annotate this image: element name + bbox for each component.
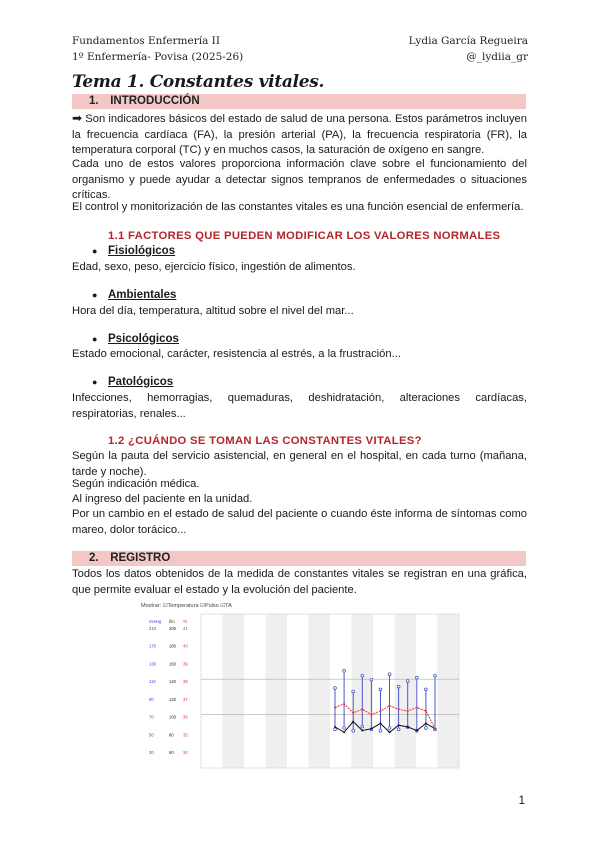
course-group: 1º Enfermería- Povisa (2025-26) — [72, 51, 244, 63]
page-header-right — [409, 33, 528, 65]
chart-scale-header: ºC — [183, 619, 188, 624]
chart-ta-systolic-point — [343, 669, 346, 672]
chart-scale-header: mmHg — [149, 619, 162, 624]
section-title: REGISTRO — [110, 552, 171, 564]
chart-ta-diastolic-point — [334, 728, 337, 731]
bullet-ambientales — [92, 289, 176, 301]
chart-tick-label: 170 — [149, 643, 156, 649]
bullet-dot-icon: ● — [92, 334, 98, 344]
chart-temperature-line-point — [407, 710, 409, 712]
factor-text: Edad, sexo, peso, ejercicio físico, ingestión de alimentos. — [72, 261, 356, 273]
chart-tick-label: 130 — [149, 661, 156, 667]
bullet-patologicos — [92, 376, 173, 388]
when-line-4: Por un cambio en el estado de salud del paciente o cuando éste informa de síntomas como mareo, dolor torácico... — [72, 508, 527, 536]
bullet-fisiologicos — [92, 245, 175, 257]
chart-day-column — [287, 614, 309, 768]
chart-ta-systolic-point — [379, 688, 382, 691]
chart-day-column — [244, 614, 266, 768]
chart-day-column — [395, 614, 417, 768]
factor-text: Hora del día, temperatura, altitud sobre el nivel del mar... — [72, 305, 354, 317]
section-heading-registro — [72, 551, 526, 566]
chart-temperature-line-point — [361, 708, 363, 710]
chart-day-column — [438, 614, 460, 768]
bullet-dot-icon: ● — [92, 377, 98, 387]
chart-tick-label: 90 — [149, 696, 154, 702]
chart-ta-diastolic-point — [425, 727, 428, 730]
section-number: 2. — [89, 552, 99, 564]
chart-tick-label: 100 — [169, 714, 176, 720]
chart-day-column — [309, 614, 331, 768]
chart-ta-systolic-point — [361, 674, 364, 677]
chart-pulse-line-point — [370, 728, 372, 730]
chart-tick-label: 37 — [183, 696, 188, 702]
chart-ta-systolic-point — [425, 688, 428, 691]
chart-ta-systolic-point — [352, 690, 355, 693]
chart-tick-label: 180 — [169, 643, 176, 649]
chart-temperature-line-point — [343, 703, 345, 705]
chart-temperature-line-point — [334, 706, 336, 708]
chart-tick-label: 35 — [183, 732, 188, 738]
chart-pulse-line-point — [379, 722, 381, 724]
chart-ta-diastolic-point — [379, 729, 382, 732]
bullet-dot-icon: ● — [92, 290, 98, 300]
chart-ta-diastolic-point — [397, 728, 400, 731]
page-number: 1 — [518, 795, 525, 807]
chart-tick-label: 210 — [149, 626, 156, 631]
vital-signs-chart — [139, 600, 461, 772]
chart-tick-label: 160 — [169, 661, 176, 667]
chart-ta-diastolic-point — [388, 727, 391, 730]
vital-signs-chart-svg — [139, 600, 461, 772]
chart-pulse-line-point — [425, 722, 427, 724]
factor-text: Estado emocional, carácter, resistencia al estrés, a la frustración... — [72, 348, 401, 360]
subsection-heading-cuando: 1.2 ¿CUÁNDO SE TOMAN LAS CONSTANTES VITALES? — [108, 435, 422, 447]
chart-day-column — [201, 614, 223, 768]
chart-day-column — [266, 614, 288, 768]
chart-temperature-line-point — [434, 728, 436, 730]
when-line-2: Según indicación médica. — [72, 478, 200, 490]
chart-tick-label: 120 — [169, 696, 176, 702]
chart-tick-label: 110 — [149, 679, 156, 685]
chart-day-column — [373, 614, 395, 768]
section-number: 1. — [89, 95, 99, 107]
bullet-psicologicos — [92, 333, 179, 345]
chart-day-column — [223, 614, 245, 768]
bullet-label: Patológicos — [108, 376, 174, 388]
chart-tick-label: 36 — [183, 714, 188, 720]
chart-tick-label: 39 — [183, 661, 188, 667]
chart-pulse-line-point — [416, 730, 418, 732]
bullet-label: Ambientales — [108, 289, 177, 301]
section-heading-introduccion — [72, 94, 526, 109]
chart-ta-diastolic-point — [352, 729, 355, 732]
intro-paragraph — [72, 111, 527, 159]
when-line-1: Según la pauta del servicio asistencial, en general en el hospital, en cada turno (mañana, tarde y noche). — [72, 450, 527, 478]
chart-temperature-line-point — [352, 712, 354, 714]
chart-tick-label: 140 — [169, 679, 176, 685]
chart-ta-systolic-point — [434, 674, 437, 677]
chart-tick-label: 50 — [149, 732, 154, 738]
chart-ta-diastolic-point — [361, 725, 364, 728]
page-title: Tema 1. Constantes vitales. — [72, 72, 325, 92]
chart-temperature-line-point — [416, 706, 418, 708]
right-arrow-icon: ➡ — [72, 111, 83, 125]
chart-temperature-line-point — [425, 710, 427, 712]
chart-temperature-line-point — [370, 714, 372, 716]
chart-tick-label: 38 — [183, 679, 188, 685]
intro-line-2: Cada uno de estos valores proporciona información clave sobre el funcionamiento del organismo y puede ayudar a detectar signos tempranos de enfermedades o situaciones críticas. — [72, 158, 527, 202]
chart-legend: Mostrar: ☑Temperatura ☑Pulso ☑TA — [141, 603, 232, 609]
chart-ta-systolic-point — [388, 673, 391, 676]
chart-ta-systolic-point — [370, 678, 373, 681]
chart-tick-label: 200 — [169, 626, 176, 631]
bullet-label: Fisiológicos — [108, 245, 176, 257]
chart-pulse-line-point — [389, 731, 391, 733]
intro-line-3: El control y monitorización de las constantes vitales es una función esencial de enfermería. — [72, 201, 524, 213]
page-header-left — [72, 33, 243, 65]
factor-text: Infecciones, hemorragias, quemaduras, deshidratación, alteraciones cardíacas, respiratorias, renales... — [72, 392, 527, 420]
chart-tick-label: 40 — [183, 643, 188, 649]
chart-temperature-line-point — [389, 705, 391, 707]
bullet-dot-icon: ● — [92, 246, 98, 256]
chart-pulse-line-point — [407, 726, 409, 728]
chart-tick-label: 30 — [149, 750, 154, 755]
chart-day-column — [330, 614, 352, 768]
chart-tick-label: 60 — [169, 750, 174, 755]
bullet-label: Psicológicos — [108, 333, 179, 345]
author-handle: @_lydiia_gr — [466, 51, 528, 63]
chart-ta-systolic-point — [397, 685, 400, 688]
chart-ta-systolic-point — [415, 676, 418, 679]
chart-tick-label: 70 — [149, 714, 154, 720]
chart-tick-label: 34 — [183, 750, 188, 755]
registro-paragraph: Todos los datos obtenidos de la medida de constantes vitales se registran en una gráfica, que permite evaluar el estado y la evolución del paciente. — [72, 568, 527, 596]
subsection-heading-factores: 1.1 FACTORES QUE PUEDEN MODIFICAR LOS VALORES NORMALES — [108, 230, 501, 242]
chart-ta-systolic-point — [334, 687, 337, 690]
course-name: Fundamentos Enfermería II — [72, 35, 220, 47]
chart-pulse-line-point — [352, 721, 354, 723]
chart-pulse-line-point — [334, 726, 336, 728]
chart-pulse-line-point — [343, 731, 345, 733]
chart-day-column — [416, 614, 438, 768]
chart-temperature-line-point — [379, 710, 381, 712]
section-title: INTRODUCCIÓN — [110, 95, 200, 107]
when-line-3: Al ingreso del paciente en la unidad. — [72, 493, 253, 505]
chart-pulse-line-point — [361, 730, 363, 732]
chart-tick-label: 41 — [183, 626, 188, 631]
chart-ta-systolic-point — [406, 680, 409, 683]
chart-scale-header: l/m — [169, 619, 175, 624]
chart-temperature-line-point — [398, 708, 400, 710]
intro-line-1: Son indicadores básicos del estado de salud de una persona. Estos parámetros incluyen la frecuencia cardíaca (FA), la presión arterial (PA), la frecuencia respiratoria (FR), la temperatura corporal (TC) y en muchos casos, la saturación de oxígeno en sangre. — [72, 113, 527, 157]
chart-pulse-line-point — [398, 724, 400, 726]
chart-tick-label: 80 — [169, 732, 174, 738]
author-name: Lydia García Regueira — [408, 35, 528, 47]
chart-ta-diastolic-point — [343, 727, 346, 730]
